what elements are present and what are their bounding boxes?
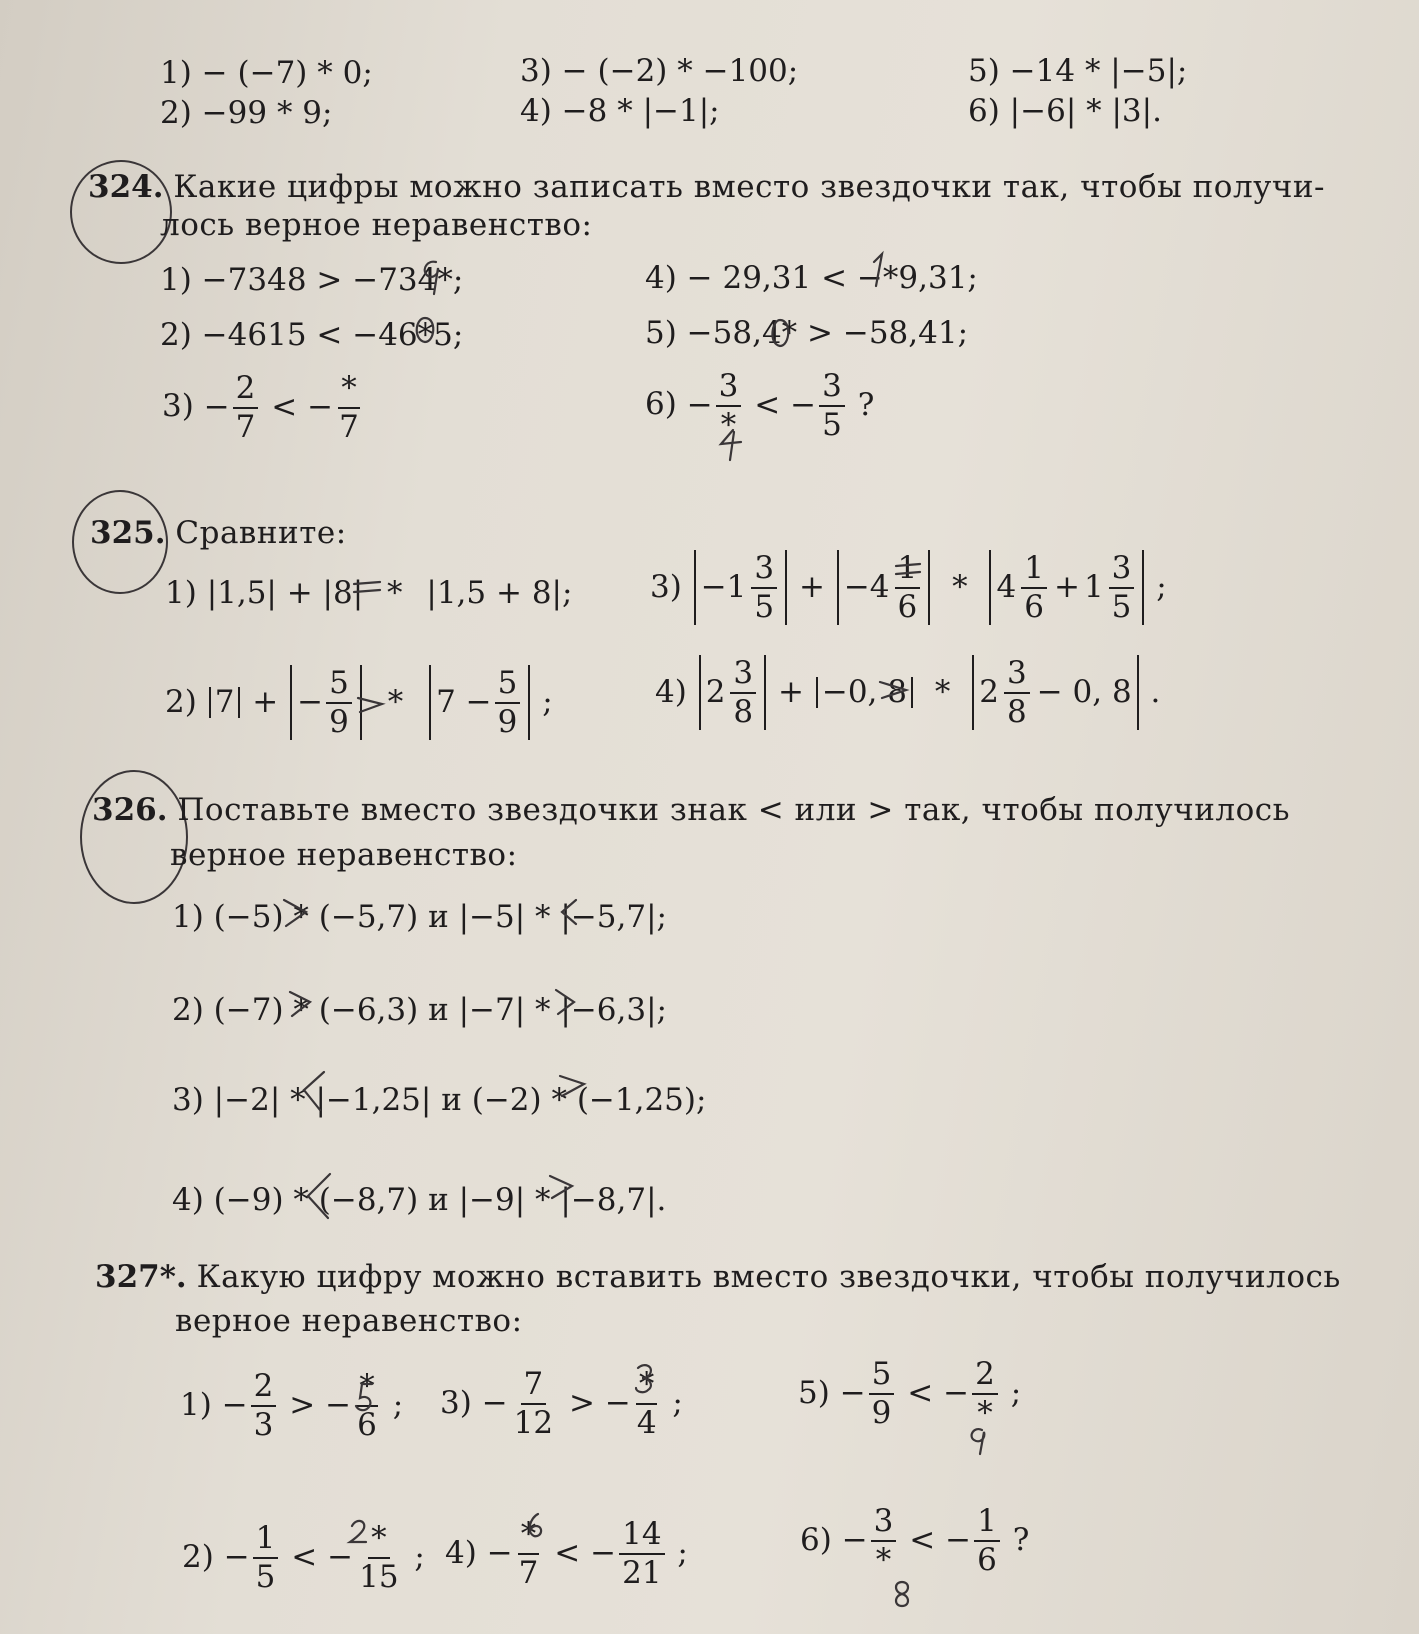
denominator: 6	[977, 1541, 997, 1578]
problem-325-text: Сравните:	[175, 515, 347, 551]
denominator: 4	[636, 1404, 657, 1441]
handwritten-sign-equals	[896, 564, 920, 574]
end-mark: ;	[542, 684, 553, 721]
relation: <	[291, 1539, 318, 1576]
problem-324-item-3: 3) − $\frac{2}{7}$ < − $\frac{*}{7}$	[162, 372, 365, 443]
denominator: 8	[1006, 693, 1027, 730]
prev-row1-col1: 1) − (−7) * 0;	[160, 55, 373, 91]
problem-325-item-3: 3) −1 $\frac{3}{5}$ + −4 $\frac{1}{6}$ * 4 $\frac{1}{6}$ + 1 $\frac{3}{5}$ ;	[650, 550, 1167, 625]
item-label: 6)	[645, 386, 677, 423]
numerator: 3	[716, 370, 742, 407]
denominator: 7	[339, 408, 359, 445]
problem-327-item-4: 4) − $\frac{*}{7}$ < − $\frac{14}{21}$ ;	[445, 1516, 688, 1591]
numerator: 3	[730, 657, 756, 694]
numerator: 5	[869, 1358, 895, 1395]
handwritten-digit-3	[636, 1365, 651, 1392]
problem-326-statement-line2: верное неравенство:	[170, 837, 518, 873]
item-label: 1)	[165, 575, 197, 611]
numerator: 1	[895, 552, 921, 589]
item-label: 4)	[655, 674, 687, 711]
prev-row1-col2: 3) − (−2) * −100;	[520, 53, 799, 89]
whole: −1	[700, 569, 747, 606]
handwritten-digit-6	[530, 1514, 541, 1536]
problem-326-item-1: 1) (−5) * (−5,7) и |−5| * |−5,7|;	[172, 899, 668, 935]
handwritten-digit-5	[356, 1384, 372, 1410]
end-mark: ;	[414, 1539, 425, 1576]
denominator: 5	[754, 588, 775, 625]
problem-326-item-3: 3) |−2| * |−1,25| и (−2) * (−1,25);	[172, 1082, 707, 1118]
problem-327-number: 327*.	[95, 1259, 187, 1295]
handwritten-digit-2	[350, 1521, 366, 1542]
denominator: 12	[513, 1404, 554, 1441]
problem-326-item-4: 4) (−9) * (−8,7) и |−9| * |−8,7|.	[172, 1182, 667, 1218]
relation: <	[754, 387, 781, 424]
star-placeholder: *	[387, 575, 403, 611]
expression-left: |1,5| + |8|	[206, 575, 364, 611]
numerator: *	[636, 1368, 658, 1405]
abs-value: 7	[209, 687, 241, 718]
relation: >	[289, 1387, 316, 1424]
problem-326-item-2: 2) (−7) * (−6,3) и |−7| * |−6,3|;	[172, 992, 668, 1028]
numerator: 14	[619, 1518, 664, 1555]
handwritten-sign-greater	[284, 900, 306, 926]
denominator: 21	[622, 1554, 662, 1591]
relation: <	[909, 1522, 936, 1559]
prev-row2-col1: 2) −99 * 9;	[160, 95, 333, 131]
handwritten-sign-greater	[358, 698, 382, 712]
relation: <	[907, 1375, 934, 1412]
item-label: 4)	[445, 1535, 477, 1572]
handwritten-digit-9	[972, 1429, 985, 1454]
denominator: 6	[897, 588, 918, 625]
denominator: 6	[357, 1406, 377, 1443]
problem-324-item-6: 6) − $\frac{3}{*}$ < − $\frac{3}{5}$ ?	[645, 368, 875, 443]
problem-324-item-2: 2) −4615 < −46*5;	[160, 317, 464, 353]
numerator: *	[368, 1522, 390, 1559]
star-placeholder: *	[934, 674, 951, 711]
numerator: 2	[972, 1358, 998, 1395]
problem-325-item-2: 2) 7 + − $\frac{5}{9}$ * 7 − $\frac{5}{9}$ ;	[165, 665, 553, 740]
item-label: 5)	[798, 1375, 830, 1412]
problem-324-item-5: 5) −58,4* > −58,41;	[645, 315, 969, 351]
relation: <	[554, 1535, 581, 1572]
problem-324-text1: Какие цифры можно записать вместо звездочки так, чтобы получи-	[173, 169, 1326, 205]
handwritten-sign-equals	[354, 582, 380, 592]
handwritten-digit-8	[896, 1582, 908, 1606]
handwritten-digit-1	[874, 254, 882, 286]
handwritten-digit-0	[417, 318, 434, 342]
problem-327-item-5: 5) − $\frac{5}{9}$ < − $\frac{2}{*}$ ;	[798, 1356, 1022, 1431]
numerator: 2	[251, 1370, 277, 1407]
denominator: 7	[235, 408, 256, 445]
denominator: *	[977, 1394, 993, 1431]
numerator: 3	[871, 1505, 897, 1542]
prev-row2-col3: 6) |−6| * |3|.	[968, 93, 1162, 129]
star-placeholder: *	[387, 684, 404, 721]
minuend: 7 −	[436, 684, 492, 721]
problem-327-statement-line2: верное неравенство:	[175, 1303, 523, 1339]
whole: −4	[843, 569, 890, 606]
prev-row2-col2: 4) −8 * |−1|;	[520, 93, 720, 129]
handwritten-sign-less	[304, 1072, 324, 1110]
handwritten-digit-0	[772, 320, 788, 346]
item-label: 3)	[440, 1385, 472, 1422]
problem-325-number: 325.	[90, 515, 166, 551]
end-mark: ;	[392, 1387, 404, 1424]
numerator: 1	[974, 1505, 1000, 1542]
star-placeholder: *	[952, 569, 968, 606]
denominator: 9	[497, 703, 518, 740]
prev-row1-col3: 5) −14 * |−5|;	[968, 53, 1188, 89]
denominator: 9	[329, 703, 349, 740]
handwritten-sign-greater	[550, 1176, 572, 1198]
problem-327-text1: Какую цифру можно вставить вместо звездочки, чтобы получилось	[196, 1259, 1341, 1295]
abs-value: 4 $\frac{1}{6}$ + 1 $\frac{3}{5}$	[989, 550, 1144, 625]
handwritten-sign-less	[562, 900, 576, 924]
numerator: *	[338, 372, 360, 409]
subtrahend: − 0, 8	[1036, 674, 1132, 711]
numerator: 1	[1021, 552, 1047, 589]
denominator: *	[875, 1541, 892, 1578]
problem-327-item-3: 3) − $\frac{7}{12}$ > − $\frac{*}{4}$ ;	[440, 1366, 683, 1441]
numerator: 5	[495, 667, 521, 704]
problem-326-number: 326.	[92, 792, 168, 828]
expression-right: |1,5 + 8|;	[426, 575, 573, 611]
abs-value: −0, 8	[816, 677, 913, 708]
numerator: 5	[326, 667, 352, 704]
whole: 4	[996, 569, 1017, 606]
handwritten-sign-greater	[290, 992, 310, 1016]
denominator: 15	[359, 1558, 399, 1595]
denominator: 3	[253, 1406, 274, 1443]
item-label: 3)	[162, 388, 194, 425]
denominator: 8	[733, 693, 754, 730]
end-mark: ;	[1010, 1375, 1022, 1412]
item-label: 1)	[180, 1387, 212, 1424]
handwritten-sign-greater	[560, 1076, 584, 1096]
end-mark: ?	[857, 387, 875, 424]
end-mark: ;	[677, 1535, 688, 1572]
numerator: *	[518, 1518, 540, 1555]
problem-326-text1: Поставьте вместо звездочки знак < или > так, чтобы получилось	[177, 792, 1290, 828]
numerator: 3	[1109, 552, 1135, 589]
handwritten-sign-less	[308, 1174, 330, 1218]
handwritten-digit-4	[721, 430, 741, 460]
handwritten-digit-9	[425, 262, 438, 294]
abs-value: − $\frac{5}{9}$	[290, 665, 362, 740]
numerator: 7	[521, 1368, 547, 1405]
end-mark: .	[1150, 674, 1161, 711]
denominator: 5	[1111, 588, 1132, 625]
denominator: 6	[1024, 588, 1044, 625]
problem-324-statement-line2: лось верное неравенство:	[160, 207, 593, 243]
numerator: 2	[233, 372, 259, 409]
problem-324-item-4: 4) − 29,31 < −*9,31;	[645, 260, 978, 296]
problem-327-item-2: 2) − $\frac{1}{5}$ < − $\frac{*}{15}$ ;	[182, 1520, 425, 1595]
numerator: 3	[1004, 657, 1030, 694]
whole: 1	[1083, 569, 1104, 606]
end-mark: ;	[1156, 569, 1167, 606]
problem-324-number: 324.	[88, 169, 164, 205]
end-mark: ;	[672, 1385, 683, 1422]
relation: <	[271, 389, 298, 426]
item-label: 2)	[182, 1539, 214, 1576]
item-label: 2)	[165, 684, 197, 721]
end-mark: ?	[1012, 1522, 1030, 1559]
denominator: 5	[822, 406, 842, 443]
problem-324-item-1: 1) −7348 > −734*;	[160, 262, 464, 298]
numerator: 1	[253, 1522, 279, 1559]
problem-325-item-4: 4) 2 $\frac{3}{8}$ + −0, 8 * 2 $\frac{3}{8}$ − 0, 8 .	[655, 655, 1161, 730]
numerator: 3	[819, 370, 845, 407]
denominator: 9	[871, 1394, 892, 1431]
denominator: 7	[518, 1554, 539, 1591]
numerator: *	[356, 1370, 378, 1407]
handwritten-sign-greater	[556, 990, 574, 1014]
item-label: 6)	[800, 1522, 832, 1559]
denominator: 5	[255, 1558, 276, 1595]
problem-327-item-6: 6) − $\frac{3}{*}$ < − $\frac{1}{6}$ ?	[800, 1503, 1030, 1578]
whole: 2	[979, 674, 999, 711]
relation: >	[568, 1385, 595, 1422]
handwritten-sign-greater	[880, 682, 906, 698]
numerator: 3	[751, 552, 777, 589]
problem-327-item-1: 1) − $\frac{2}{3}$ > − $\frac{*}{6}$ ;	[180, 1368, 404, 1443]
denominator: *	[720, 406, 737, 443]
whole: 2	[705, 674, 726, 711]
item-label: 3)	[650, 569, 682, 606]
